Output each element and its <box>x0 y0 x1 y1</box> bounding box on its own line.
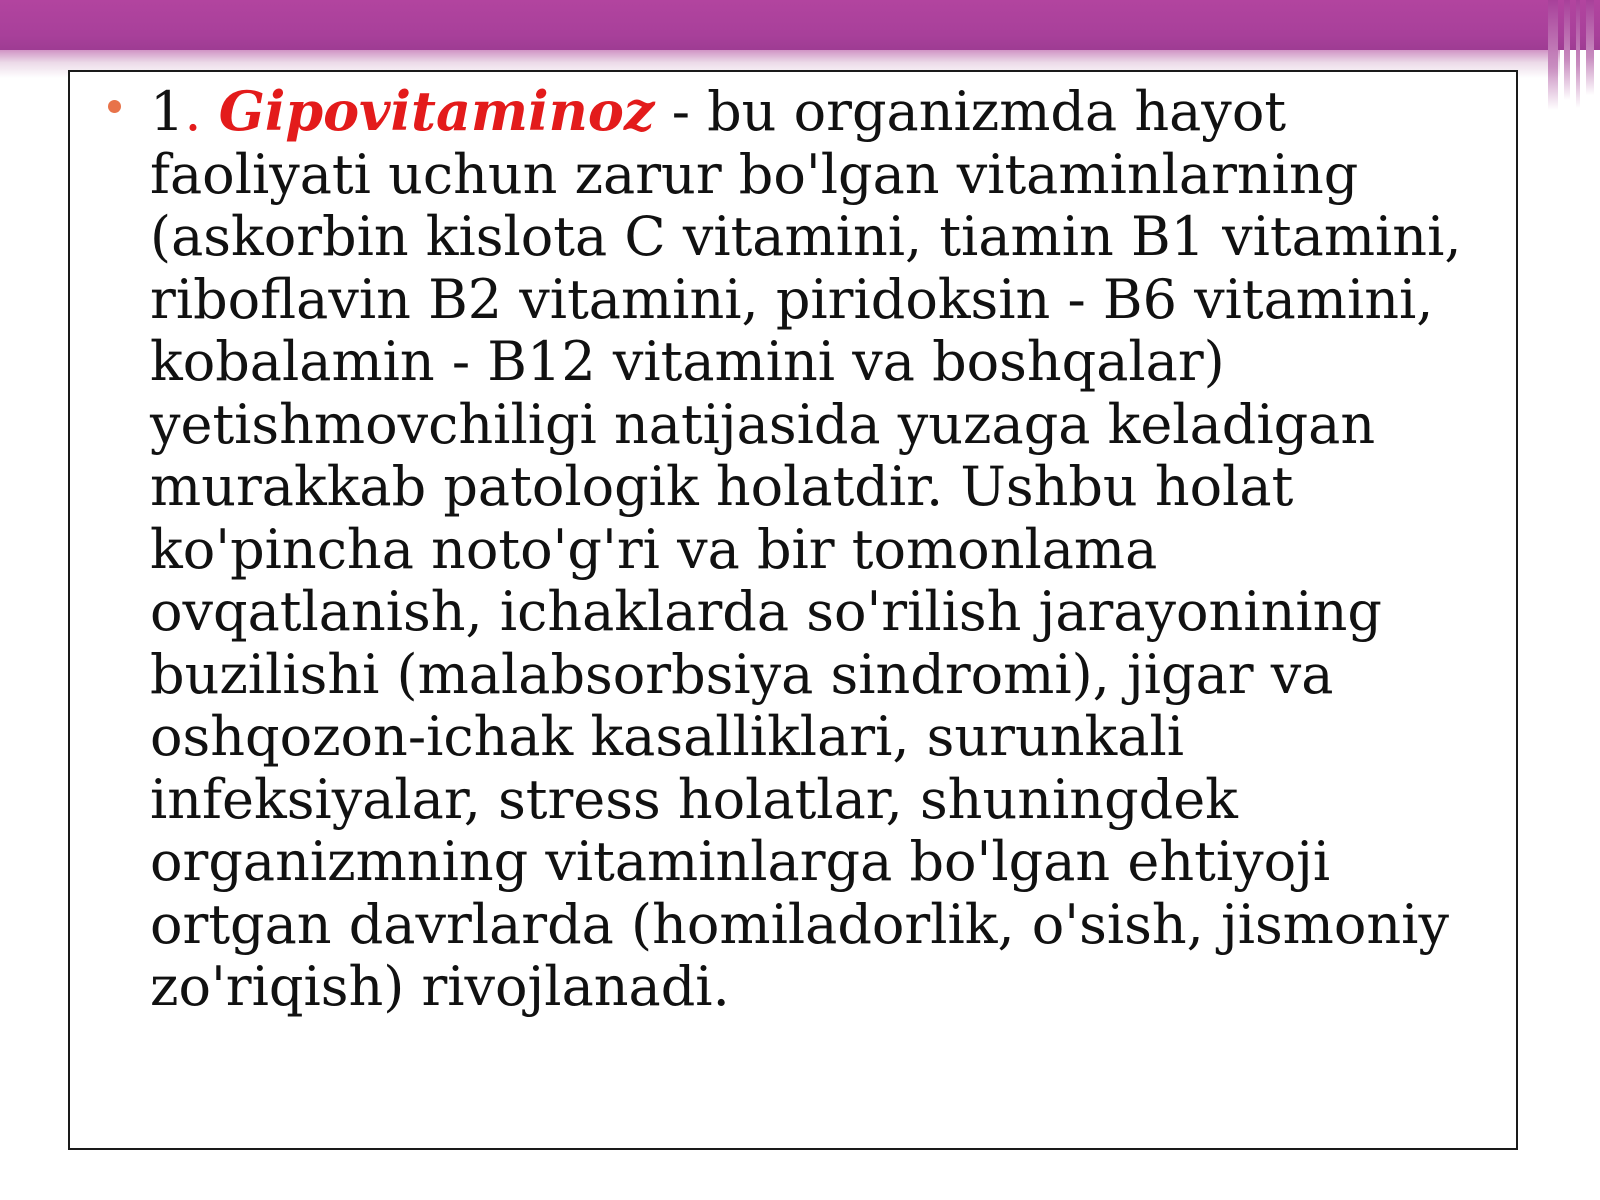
decorative-stripes <box>1540 0 1600 110</box>
definition-text: - bu organizmda hayot faoliyati uchun zarur bo'lgan vitaminlarning (askorbin kislota C vitamini, tiamin B1 vitamini, riboflavin B2 vitamini, piridoksin - B6 vitamini, kobalamin - B12 vitamini va boshqalar) yetishmovchiligi natijasida yuzaga keladigan murakkab patologik holatdir. Ushbu holat ko'pincha noto'g'ri va bir tomonlama ovqatlanish, ichaklarda so'rilish jarayonining buzilishi (malabsorbsiya sindromi), jigar va oshqozon-ichak kasalliklari, surunkali infeksiyalar, stress holatlar, shuningdek organizmning vitaminlarga bo'lgan ehtiyoji ortgan davrlarda (homiladorlik, o'sish, jismoniy zo'riqish) rivojlanadi. <box>150 80 1462 1018</box>
header-band <box>0 0 1600 50</box>
term-highlight: Gipovitaminoz <box>218 79 655 143</box>
bullet-icon <box>108 100 121 113</box>
bullet-paragraph <box>150 80 1490 1019</box>
term-dot: . <box>184 80 202 143</box>
item-number: 1 <box>150 80 185 143</box>
